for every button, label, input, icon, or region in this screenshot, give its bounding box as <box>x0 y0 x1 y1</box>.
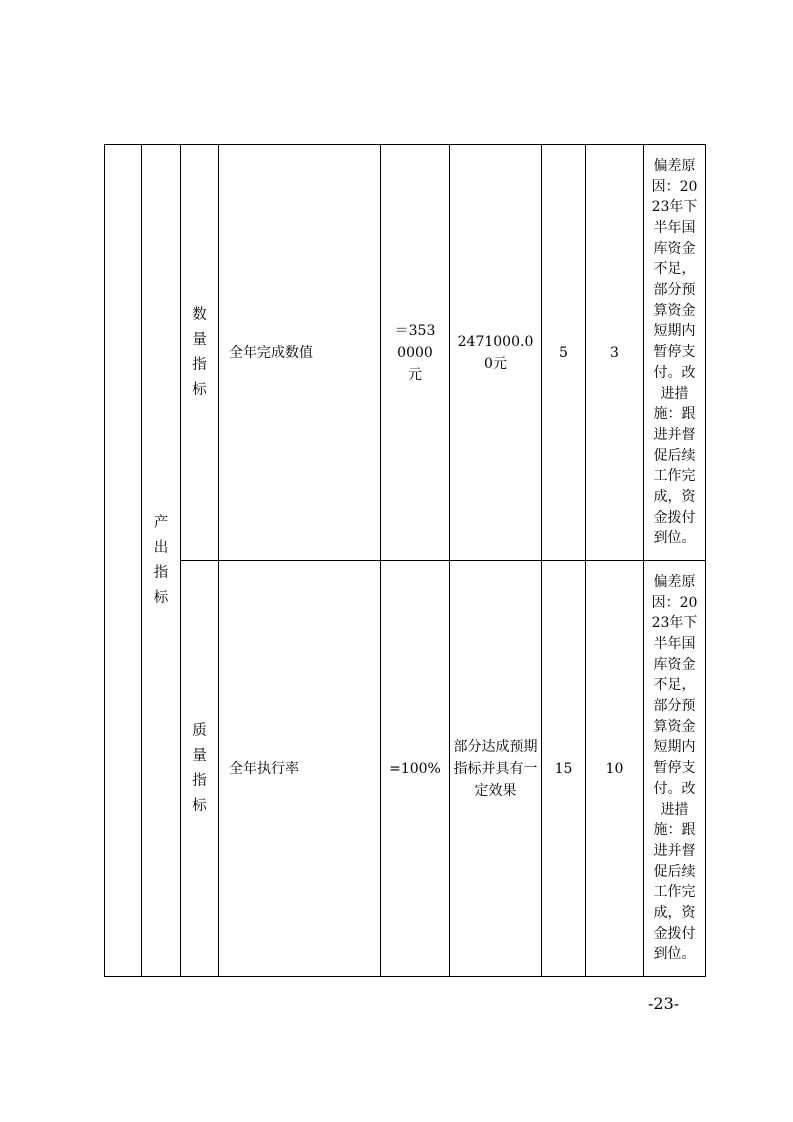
indicator-cell <box>219 561 381 977</box>
page-number: -23- <box>648 994 680 1013</box>
table-row <box>105 145 706 561</box>
remark-text: 偏差原因：2023年下半年国库资金不足，部分预算资金短期内暂停支付。改进措施：跟进并督促后续工作完成，资金拨付到位。 <box>651 573 698 963</box>
target-value: ＝3530000元 <box>394 322 436 383</box>
actual-cell <box>450 561 542 977</box>
remark-cell <box>644 145 706 561</box>
indicator-cell <box>219 145 381 561</box>
category-label: 质量指标 <box>192 722 207 814</box>
target-cell <box>381 561 450 977</box>
score-value: 10 <box>605 760 624 777</box>
actual-value: 2471000.00元 <box>457 333 534 372</box>
target-value: =100% <box>389 760 441 777</box>
indicator-name: 全年完成数值 <box>229 344 313 361</box>
weight-cell <box>542 561 586 977</box>
remark-text: 偏差原因：2023年下半年国库资金不足，部分预算资金短期内暂停支付。改进措施：跟进并督促后续工作完成，资金拨付到位。 <box>651 157 698 547</box>
table-row <box>105 561 706 977</box>
remark-cell <box>644 561 706 977</box>
actual-value: 部分达成预期指标并具有一定效果 <box>453 738 538 799</box>
category-cell <box>181 561 219 977</box>
indicator-name: 全年执行率 <box>229 760 299 777</box>
level2-indicator-cell <box>142 145 181 977</box>
performance-table <box>104 144 706 977</box>
score-cell <box>586 145 644 561</box>
score-value: 3 <box>610 344 619 361</box>
category-cell <box>181 145 219 561</box>
actual-cell <box>450 145 542 561</box>
category-label: 数量指标 <box>192 306 207 398</box>
score-cell <box>586 561 644 977</box>
target-cell <box>381 145 450 561</box>
weight-cell <box>542 145 586 561</box>
weight-value: 5 <box>559 344 568 361</box>
level1-indicator-cell <box>105 145 142 977</box>
weight-value: 15 <box>554 760 573 777</box>
level2-indicator-label: 产出指标 <box>153 514 169 606</box>
